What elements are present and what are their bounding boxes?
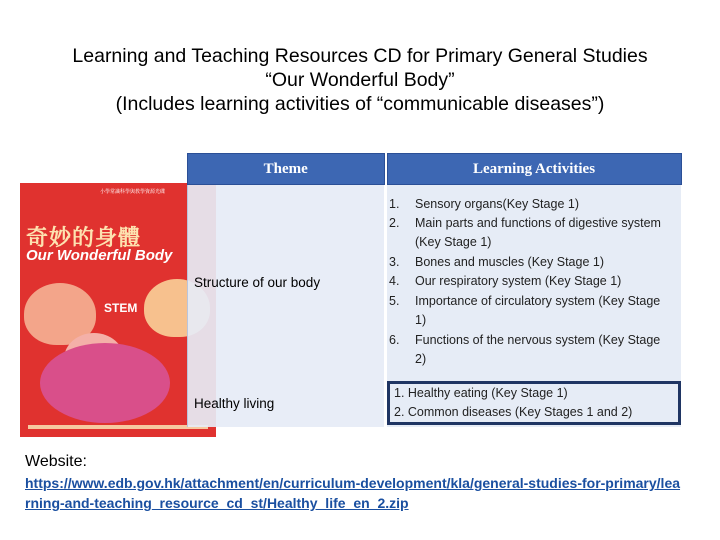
title-line-2: “Our Wonderful Body”: [265, 69, 455, 91]
title-line-3: (Includes learning activities of “communicable diseases”): [115, 93, 605, 115]
theme-cell: Structure of our body: [188, 185, 385, 380]
highlight-box: [387, 381, 681, 425]
table-row: [188, 185, 682, 380]
cover-brain-shape: [40, 343, 170, 423]
list-item: 1. Healthy eating (Key Stage 1): [394, 386, 568, 400]
list-item: 4. Our respiratory system (Key Stage 1): [389, 274, 622, 289]
slide-title: [0, 44, 720, 116]
theme-cell: Healthy living: [188, 379, 385, 427]
title-line-1: Learning and Teaching Resources CD for Primary General Studies: [72, 45, 648, 67]
website-link[interactable]: https://www.edb.gov.hk/attachment/en/curriculum-development/kla/general-studies-for-primary/learning-and-teaching_resource_cd_st/Healthy_life_en_2.zip: [25, 475, 681, 511]
theme-header: Theme: [188, 154, 385, 185]
list-item: 3. Bones and muscles (Key Stage 1): [389, 254, 604, 269]
list-item: 2. Common diseases (Key Stages 1 and 2): [394, 405, 633, 419]
activities-header: Learning Activities: [387, 154, 681, 185]
activity-list: [387, 195, 681, 370]
list-item: 1. Sensory organs(Key Stage 1): [389, 196, 579, 211]
cover-top-text: 小學常識科學與教學資源光碟: [100, 189, 166, 195]
activities-cell: [387, 379, 681, 427]
cover-en-title: Our Wonderful Body: [26, 247, 173, 264]
list-item: 6. Functions of the nervous system (Key Stage 2): [389, 332, 661, 366]
table-header-row: [188, 154, 682, 185]
website-label: Website:: [25, 453, 87, 470]
cover-cjk-title: 奇妙的身體: [26, 226, 142, 251]
list-item: 2. Main parts and functions of digestive system (Key Stage 1): [389, 216, 661, 250]
activities-cell: [387, 185, 681, 380]
table-row: [188, 379, 682, 427]
cover-stem-label: STEM: [104, 301, 138, 315]
activities-table: [187, 153, 682, 427]
list-item: 5. Importance of circulatory system (Key Stage 1): [389, 293, 661, 328]
cover-bottom-strip: [28, 425, 208, 429]
